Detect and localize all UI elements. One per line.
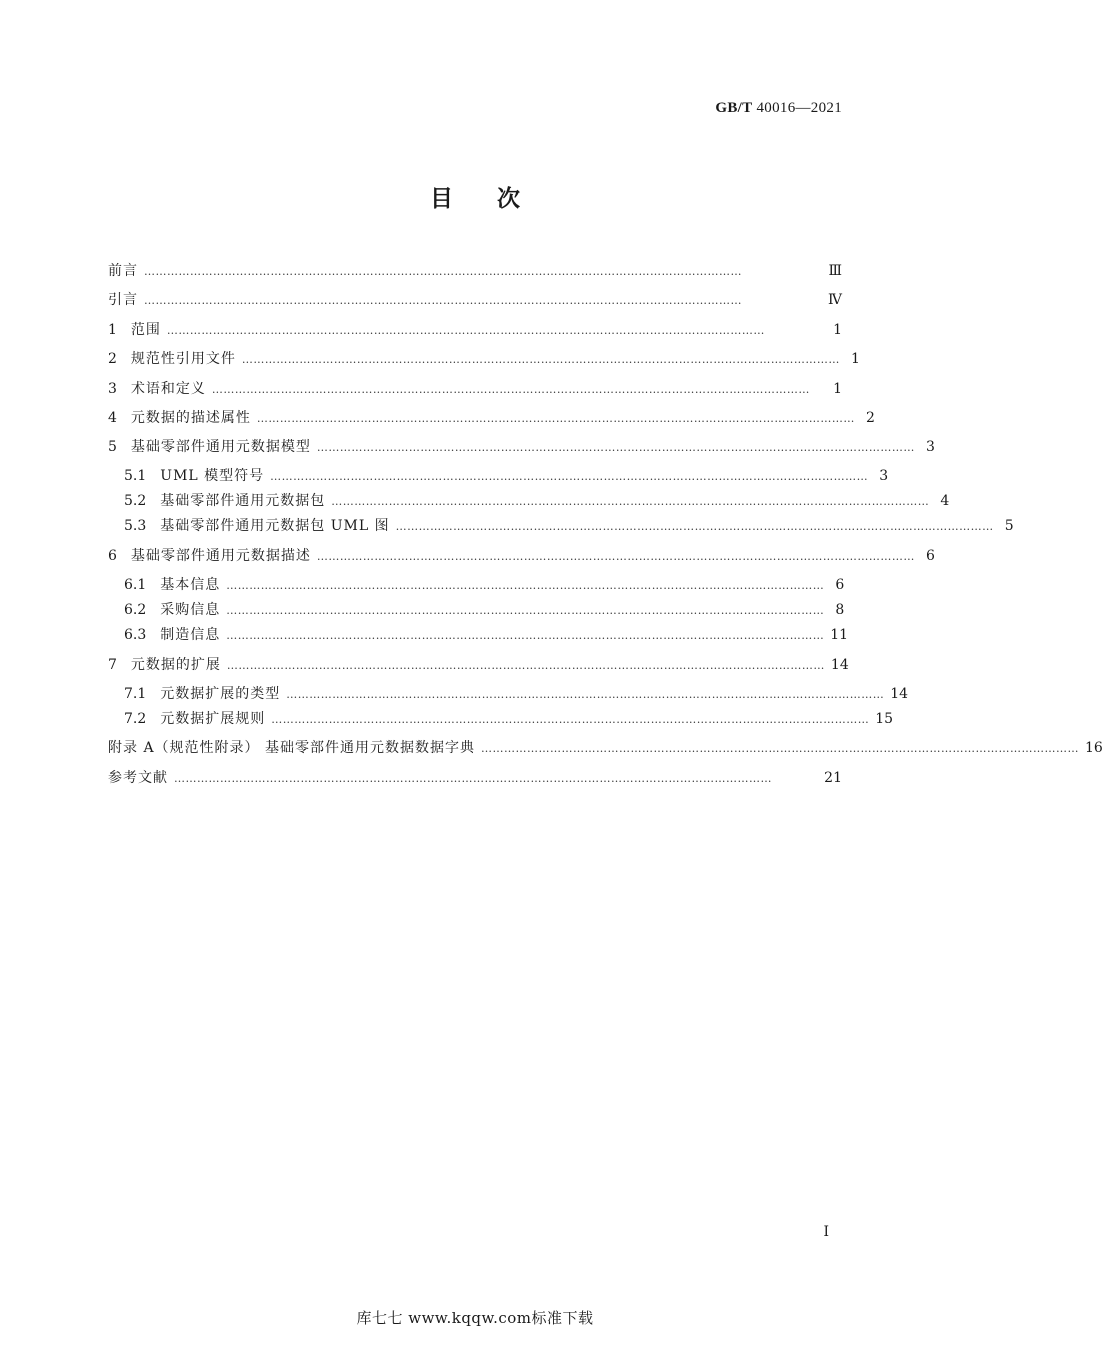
toc-entry-2[interactable] (108, 348, 860, 370)
toc-leader-dots: ………………………………………………………………………………………………………………………………………… (256, 412, 855, 425)
toc-entry-number: 2 (108, 351, 117, 367)
toc-entry-page: Ⅲ (828, 263, 842, 279)
toc-entry-number: 5.1 (124, 468, 147, 484)
toc-entry-number: 5 (108, 439, 117, 455)
toc-leader-dots: ………………………………………………………………………………………………………………………………………… (481, 742, 1080, 755)
toc-entry-5-1[interactable] (124, 465, 889, 487)
toc-leader-dots: ………………………………………………………………………………………………………………………………………… (271, 713, 870, 726)
toc-leader-dots: ………………………………………………………………………………………………………………………………………… (241, 353, 840, 366)
toc-entry-number: 5.3 (124, 518, 147, 534)
standard-code: 40016—2021 (756, 100, 842, 116)
toc-entry-text: 附录 A（规范性附录） 基础零部件通用元数据数据字典 (108, 740, 476, 756)
toc-entry-number: 6.2 (124, 602, 147, 618)
toc-leader-dots: ………………………………………………………………………………………………………………………………………… (144, 294, 742, 307)
toc-leader-dots: ………………………………………………………………………………………………………………………………………… (211, 383, 810, 396)
toc-entry-text: 引言 (108, 292, 138, 308)
toc-entry-7-2[interactable] (124, 708, 894, 730)
toc-leader-dots: ………………………………………………………………………………………………………………………………………… (226, 604, 825, 617)
toc-entry-number: 6.3 (124, 627, 147, 643)
toc-entry-text: 参考文献 (108, 770, 168, 786)
toc-entry-text: 采购信息 (160, 602, 221, 618)
toc-entry-page: 5 (1004, 518, 1014, 534)
toc-entry-number: 7 (108, 657, 117, 673)
toc-entry-text: 基础零部件通用元数据包 (160, 493, 326, 509)
toc-leader-dots: ………………………………………………………………………………………………………………………………………… (286, 688, 885, 701)
toc-entry-text: 术语和定义 (130, 381, 206, 397)
toc-entry-page: 14 (890, 686, 909, 702)
toc-entry-page: 1 (851, 351, 860, 367)
toc-entry-number: 4 (108, 410, 117, 426)
toc-entry-annex-a[interactable] (108, 737, 1103, 759)
toc-entry-number: 7.2 (124, 711, 147, 727)
toc-leader-dots: ………………………………………………………………………………………………………………………………………… (166, 324, 765, 337)
toc-entry-7[interactable] (108, 654, 849, 676)
toc-entry-6-1[interactable] (124, 574, 845, 596)
toc-entry-7-1[interactable] (124, 683, 909, 705)
toc-entry-page: 4 (940, 493, 950, 509)
toc-entry-6-2[interactable] (124, 599, 845, 621)
toc-entry-text: 基础零部件通用元数据描述 (130, 548, 311, 564)
toc-entry-page: 6 (835, 577, 845, 593)
toc-leader-dots: ………………………………………………………………………………………………………………………………………… (331, 495, 930, 508)
toc-entry-text: 元数据扩展的类型 (160, 686, 281, 702)
toc-entry-page: 14 (830, 657, 849, 673)
toc-leader-dots: ………………………………………………………………………………………………………………………………………… (316, 550, 915, 563)
toc-leader-dots: ………………………………………………………………………………………………………………………………………… (270, 470, 869, 483)
toc-entry-page: 8 (835, 602, 845, 618)
toc-entry-number: 6.1 (124, 577, 147, 593)
page-number: Ⅰ (823, 1224, 829, 1240)
toc-entry-text: 元数据的扩展 (130, 657, 221, 673)
toc-entry-6-3[interactable] (124, 624, 849, 646)
toc-entry-text: 元数据的描述属性 (130, 410, 251, 426)
toc-entry-bibliography[interactable] (108, 767, 842, 789)
toc-entry-page: 2 (866, 410, 875, 426)
toc-entry-introduction[interactable] (108, 289, 842, 311)
toc-leader-dots: ………………………………………………………………………………………………………………………………………… (316, 441, 915, 454)
toc-entry-number: 7.1 (124, 686, 147, 702)
toc-entry-number: 1 (108, 322, 117, 338)
toc-entry-text: 元数据扩展规则 (160, 711, 266, 727)
toc-title: 目次 (430, 186, 564, 212)
toc-entry-text: 前言 (108, 263, 138, 279)
toc-leader-dots: ………………………………………………………………………………………………………………………………………… (226, 659, 825, 672)
toc-entry-text: 基础零部件通用元数据模型 (130, 439, 311, 455)
toc-leader-dots: ………………………………………………………………………………………………………………………………………… (144, 265, 742, 278)
toc-entry-3[interactable] (108, 378, 842, 400)
toc-entry-text: 规范性引用文件 (130, 351, 236, 367)
toc-entry-number: 6 (108, 548, 117, 564)
standard-prefix: GB/T (715, 100, 753, 116)
toc-entry-text: 制造信息 (160, 627, 221, 643)
toc-entry-page: 21 (824, 770, 842, 786)
toc-leader-dots: ………………………………………………………………………………………………………………………………………… (226, 629, 825, 642)
toc-entry-page: 6 (926, 548, 935, 564)
toc-entry-5-3[interactable] (124, 515, 1014, 537)
toc-entry-page: 3 (879, 468, 889, 484)
toc-entry-page: 1 (833, 322, 842, 338)
toc-leader-dots: ………………………………………………………………………………………………………………………………………… (395, 520, 994, 533)
toc-entry-text: UML 模型符号 (160, 468, 265, 484)
toc-entry-page: 1 (833, 381, 842, 397)
toc-entry-foreword[interactable] (108, 260, 842, 282)
toc-entry-text: 基础零部件通用元数据包 UML 图 (160, 518, 390, 534)
toc-entry-page: 16 (1085, 740, 1103, 756)
toc-entry-5[interactable] (108, 436, 935, 458)
toc-entry-number: 5.2 (124, 493, 147, 509)
toc-entry-6[interactable] (108, 545, 935, 567)
toc-entry-page: 3 (926, 439, 935, 455)
toc-entry-page: 15 (875, 711, 894, 727)
toc-entry-4[interactable] (108, 407, 875, 429)
toc-entry-number: 3 (108, 381, 117, 397)
toc-entry-page: Ⅳ (828, 292, 842, 308)
toc-entry-text: 基本信息 (160, 577, 221, 593)
toc-leader-dots: ………………………………………………………………………………………………………………………………………… (174, 772, 772, 785)
footer-watermark: 库七七 www.kqqw.com标准下载 (356, 1309, 594, 1327)
toc-leader-dots: ………………………………………………………………………………………………………………………………………… (226, 579, 825, 592)
toc-entry-5-2[interactable] (124, 490, 950, 512)
toc-entry-1[interactable] (108, 319, 842, 341)
toc-entry-text: 范围 (130, 322, 161, 338)
toc-entry-page: 11 (830, 627, 849, 643)
